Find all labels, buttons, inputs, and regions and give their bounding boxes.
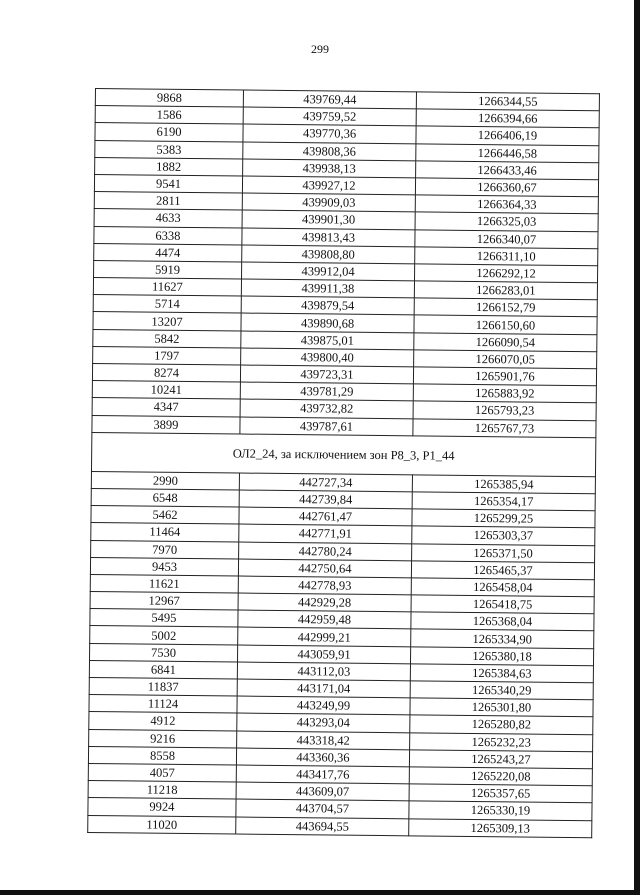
x-coordinate-cell: 439901,30	[242, 210, 415, 229]
table-part-2	[88, 471, 596, 837]
x-coordinate-cell: 442761,47	[239, 507, 412, 526]
point-number-cell: 5714	[93, 295, 241, 314]
point-number-cell: 5002	[90, 626, 238, 645]
x-coordinate-cell: 443694,55	[236, 817, 409, 836]
y-coordinate-cell: 1265883,92	[413, 384, 596, 403]
point-number-cell: 1797	[93, 346, 241, 365]
x-coordinate-cell: 439800,40	[241, 348, 414, 367]
y-coordinate-cell: 1266150,60	[414, 315, 597, 334]
y-coordinate-cell: 1265385,94	[412, 475, 595, 494]
x-coordinate-cell: 439808,36	[243, 142, 416, 161]
point-number-cell: 5842	[93, 329, 241, 348]
x-coordinate-cell: 443704,57	[236, 799, 409, 818]
y-coordinate-cell: 1265309,13	[409, 818, 592, 837]
point-number-cell: 7970	[91, 540, 239, 559]
y-coordinate-cell: 1266325,03	[415, 212, 598, 231]
point-number-cell: 11837	[89, 677, 237, 696]
y-coordinate-cell: 1266070,05	[414, 350, 597, 369]
section-title: ОЛ2_24, за исключением зон Р8_3, Р1_44	[91, 432, 595, 476]
x-coordinate-cell: 442778,93	[238, 576, 411, 595]
point-number-cell: 9216	[89, 729, 237, 748]
y-coordinate-cell: 1265303,37	[412, 526, 595, 545]
x-coordinate-cell: 443318,42	[237, 731, 410, 750]
point-number-cell: 2811	[94, 192, 242, 211]
y-coordinate-cell: 1265232,23	[410, 732, 593, 751]
x-coordinate-cell: 439770,36	[243, 124, 416, 143]
x-coordinate-cell: 439759,52	[243, 107, 416, 126]
x-coordinate-cell: 439927,12	[242, 176, 415, 195]
point-number-cell: 10241	[92, 381, 240, 400]
y-coordinate-cell: 1265380,18	[411, 646, 594, 665]
point-number-cell: 5462	[91, 506, 239, 525]
x-coordinate-cell: 439879,54	[241, 296, 414, 315]
y-coordinate-cell: 1265368,04	[411, 612, 594, 631]
point-number-cell: 5919	[94, 260, 242, 279]
x-coordinate-cell: 443417,76	[236, 765, 409, 784]
y-coordinate-cell: 1265299,25	[412, 509, 595, 528]
y-coordinate-cell: 1265793,23	[413, 401, 596, 420]
point-number-cell: 6338	[94, 226, 242, 245]
point-number-cell: 9924	[88, 798, 236, 817]
y-coordinate-cell: 1265901,76	[413, 367, 596, 386]
point-number-cell: 11020	[88, 815, 236, 834]
point-number-cell: 9868	[95, 89, 243, 108]
x-coordinate-cell: 439909,03	[242, 193, 415, 212]
y-coordinate-cell: 1265371,50	[412, 543, 595, 562]
point-number-cell: 4057	[88, 763, 236, 782]
y-coordinate-cell: 1266311,10	[415, 247, 598, 266]
y-coordinate-cell: 1266446,58	[416, 143, 599, 162]
point-number-cell: 11621	[90, 574, 238, 593]
x-coordinate-cell: 439912,04	[242, 262, 415, 281]
point-number-cell: 7530	[90, 643, 238, 662]
point-number-cell: 4633	[94, 209, 242, 228]
y-coordinate-cell: 1265357,65	[409, 784, 592, 803]
scan-edge-bottom	[0, 890, 640, 895]
x-coordinate-cell: 443360,36	[236, 748, 409, 767]
y-coordinate-cell: 1266344,55	[416, 92, 599, 111]
y-coordinate-cell: 1266292,12	[415, 264, 598, 283]
x-coordinate-cell: 442999,21	[238, 627, 411, 646]
point-number-cell: 6841	[89, 660, 237, 679]
point-number-cell: 3899	[92, 415, 240, 434]
y-coordinate-cell: 1266364,33	[415, 195, 598, 214]
x-coordinate-cell: 442771,91	[239, 524, 412, 543]
y-coordinate-cell: 1265243,27	[409, 750, 592, 769]
x-coordinate-cell: 439732,82	[240, 399, 413, 418]
point-number-cell: 9541	[94, 174, 242, 193]
y-coordinate-cell: 1265280,82	[410, 715, 593, 734]
x-coordinate-cell: 439875,01	[241, 331, 414, 350]
point-number-cell: 9453	[90, 557, 238, 576]
x-coordinate-cell: 443059,91	[238, 645, 411, 664]
coordinates-table	[87, 88, 600, 838]
x-coordinate-cell: 442727,34	[239, 473, 412, 492]
y-coordinate-cell: 1265301,80	[410, 698, 593, 717]
x-coordinate-cell: 442739,84	[239, 490, 412, 509]
point-number-cell: 5495	[90, 609, 238, 628]
x-coordinate-cell: 439787,61	[240, 417, 413, 436]
x-coordinate-cell: 439808,80	[242, 245, 415, 264]
point-number-cell: 1586	[95, 106, 243, 125]
point-number-cell: 6548	[91, 488, 239, 507]
x-coordinate-cell: 443609,07	[236, 782, 409, 801]
x-coordinate-cell: 442750,64	[238, 559, 411, 578]
y-coordinate-cell: 1265340,29	[410, 681, 593, 700]
x-coordinate-cell: 439938,13	[243, 159, 416, 178]
point-number-cell: 13207	[93, 312, 241, 331]
y-coordinate-cell: 1266340,07	[415, 229, 598, 248]
point-number-cell: 12967	[90, 592, 238, 611]
x-coordinate-cell: 439781,29	[240, 382, 413, 401]
x-coordinate-cell: 439911,38	[241, 279, 414, 298]
point-number-cell: 4347	[92, 398, 240, 417]
page-number: 299	[311, 42, 329, 56]
y-coordinate-cell: 1266283,01	[414, 281, 597, 300]
x-coordinate-cell: 439813,43	[242, 228, 415, 247]
x-coordinate-cell: 443112,03	[237, 662, 410, 681]
section-header-group	[91, 432, 595, 476]
x-coordinate-cell: 442959,48	[238, 610, 411, 629]
x-coordinate-cell: 439769,44	[243, 90, 416, 109]
point-number-cell: 11627	[93, 278, 241, 297]
scan-edge-right	[634, 0, 640, 895]
point-number-cell: 11124	[89, 695, 237, 714]
x-coordinate-cell: 442780,24	[239, 542, 412, 561]
x-coordinate-cell: 443293,04	[237, 713, 410, 732]
section-header-row	[91, 432, 595, 476]
point-number-cell: 6190	[95, 123, 243, 142]
point-number-cell: 8558	[88, 746, 236, 765]
x-coordinate-cell: 439723,31	[240, 365, 413, 384]
point-number-cell: 4474	[94, 243, 242, 262]
point-number-cell: 8274	[92, 363, 240, 382]
point-number-cell: 1882	[95, 157, 243, 176]
y-coordinate-cell: 1265334,90	[411, 629, 594, 648]
y-coordinate-cell: 1265354,17	[412, 492, 595, 511]
y-coordinate-cell: 1266394,66	[416, 109, 599, 128]
x-coordinate-cell: 439890,68	[241, 313, 414, 332]
y-coordinate-cell: 1265767,73	[413, 418, 596, 437]
y-coordinate-cell: 1266090,54	[414, 332, 597, 351]
y-coordinate-cell: 1265465,37	[411, 561, 594, 580]
x-coordinate-cell: 443249,99	[237, 696, 410, 715]
y-coordinate-cell: 1265418,75	[411, 595, 594, 614]
point-number-cell: 4912	[89, 712, 237, 731]
y-coordinate-cell: 1266406,19	[416, 126, 599, 145]
point-number-cell: 11218	[88, 781, 236, 800]
y-coordinate-cell: 1265384,63	[410, 664, 593, 683]
x-coordinate-cell: 442929,28	[238, 593, 411, 612]
y-coordinate-cell: 1266433,46	[416, 161, 599, 180]
y-coordinate-cell: 1266360,67	[415, 178, 598, 197]
point-number-cell: 2990	[91, 471, 239, 490]
y-coordinate-cell: 1265458,04	[411, 578, 594, 597]
table-part-1	[92, 89, 600, 438]
point-number-cell: 11464	[91, 523, 239, 542]
point-number-cell: 5383	[95, 140, 243, 159]
y-coordinate-cell: 1265330,19	[409, 801, 592, 820]
y-coordinate-cell: 1265220,08	[409, 767, 592, 786]
x-coordinate-cell: 443171,04	[237, 679, 410, 698]
y-coordinate-cell: 1266152,79	[414, 298, 597, 317]
